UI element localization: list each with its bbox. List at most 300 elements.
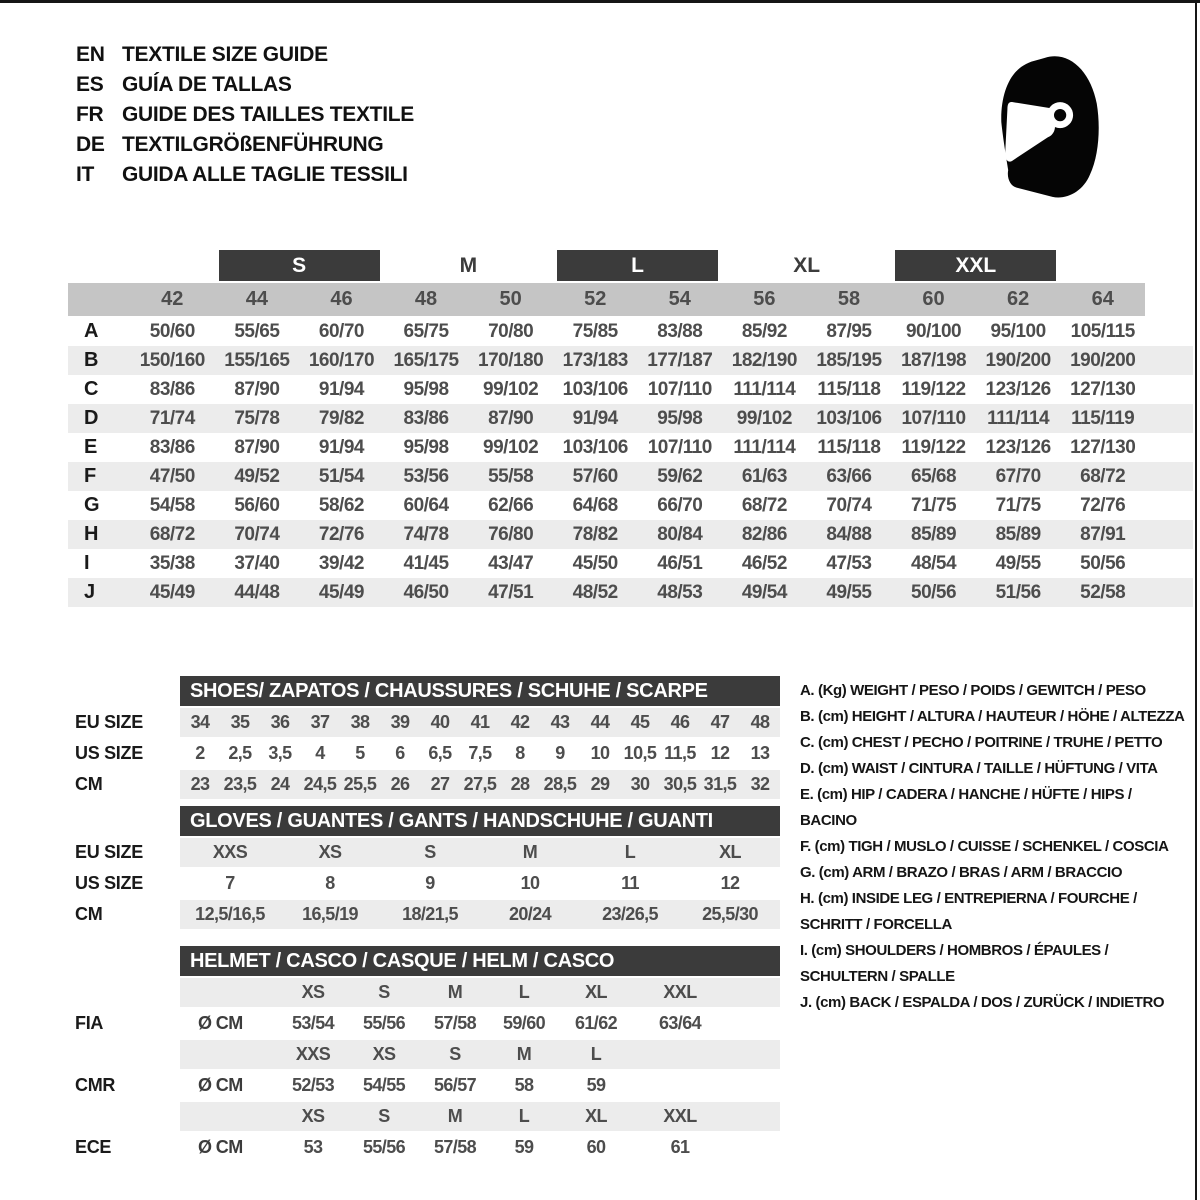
measurement-value: 85/89 <box>995 523 1041 545</box>
diameter-unit-label: Ø CM <box>198 1013 243 1033</box>
helmet-value-row <box>180 1009 780 1038</box>
measurement-row-label: D <box>84 407 99 429</box>
size-value: 9 <box>425 873 435 893</box>
measurement-value: 72/76 <box>318 523 364 545</box>
size-value: 39 <box>390 712 410 732</box>
measurement-value: 91/94 <box>318 436 364 458</box>
size-value: 16,5/19 <box>302 904 358 924</box>
size-value: 10 <box>590 743 610 763</box>
measurement-value: 47/53 <box>826 552 872 574</box>
measurement-value: 75/85 <box>572 320 618 342</box>
helmet-size-label: L <box>518 982 530 1002</box>
helmet-size-value: 53 <box>303 1137 323 1157</box>
measurement-value: 46/50 <box>403 581 449 603</box>
legend-entry: D. (cm) WAIST / CINTURA / TAILLE / HÜFTUNG / VITA <box>800 760 1158 777</box>
size-number-label: 46 <box>330 288 353 310</box>
measurement-value: 65/75 <box>403 320 449 342</box>
measurement-value: 90/100 <box>905 320 962 342</box>
legend-entry: A. (Kg) WEIGHT / PESO / POIDS / GEWITCH / PESO <box>800 682 1146 699</box>
row-scale-label: US SIZE <box>75 873 143 893</box>
size-number-label: 62 <box>1006 288 1030 310</box>
helmet-size-label: S <box>378 982 390 1002</box>
helmet-size-value: 54/55 <box>362 1075 406 1095</box>
legend-entry: G. (cm) ARM / BRAZO / BRAS / ARM / BRACCIO <box>800 864 1123 881</box>
size-group-label: XXL <box>895 250 1056 281</box>
row-values <box>180 708 780 737</box>
row-scale-label: CM <box>75 904 103 924</box>
image-top-border <box>0 0 1200 3</box>
table-row <box>75 900 780 929</box>
table-row <box>75 1102 780 1131</box>
language-code-label: ES <box>76 73 104 96</box>
helmet-size-value: 59 <box>514 1137 534 1157</box>
helmet-size-label: S <box>449 1044 461 1064</box>
helmet-size-value: 55/56 <box>362 1137 406 1157</box>
measurement-value: 160/170 <box>308 349 375 371</box>
measurement-value: 67/70 <box>995 465 1041 487</box>
measurement-value: 47/51 <box>488 581 534 603</box>
guide-title-text: TEXTILGRÖßENFÜHRUNG <box>122 133 384 156</box>
helmet-size-value: 57/58 <box>433 1013 477 1033</box>
measurement-value: 95/98 <box>403 436 449 458</box>
size-group-header-row <box>68 250 1145 281</box>
measurement-value: 65/68 <box>911 465 957 487</box>
measurement-value: 39/42 <box>318 552 364 574</box>
size-value: 27,5 <box>463 774 497 794</box>
measurement-value: 190/200 <box>1070 349 1136 371</box>
measurement-value: 52/58 <box>1080 581 1126 603</box>
measurement-value: 87/91 <box>1080 523 1126 545</box>
row-values <box>180 900 780 929</box>
measurement-row-label: H <box>84 523 99 545</box>
size-value: XL <box>719 842 741 862</box>
size-value: 27 <box>430 774 450 794</box>
size-number-label: 44 <box>245 288 268 310</box>
measurement-value: 99/102 <box>736 407 792 429</box>
row-scale-label <box>75 978 180 1007</box>
measurement-value: 107/110 <box>647 378 712 400</box>
measurement-value: 182/190 <box>731 349 797 371</box>
size-value: 2,5 <box>228 743 252 763</box>
measurement-value: 50/56 <box>1080 552 1126 574</box>
measurement-value: 79/82 <box>318 407 364 429</box>
measurement-value: 170/180 <box>478 349 544 371</box>
size-number-label: 58 <box>837 288 861 310</box>
table-row <box>68 462 1145 491</box>
measurement-value: 111/114 <box>733 436 796 458</box>
measurement-row-label: E <box>84 436 98 458</box>
measurement-value: 48/52 <box>572 581 618 603</box>
table-row <box>75 1040 780 1069</box>
helmet-size-label: M <box>516 1044 532 1064</box>
measurement-value: 75/78 <box>234 407 280 429</box>
row-scale-label: EU SIZE <box>75 712 143 732</box>
diameter-unit-label: Ø CM <box>198 1075 243 1095</box>
guide-title-text: GUIDA ALLE TAGLIE TESSILI <box>122 163 408 186</box>
measurement-value: 46/52 <box>741 552 787 574</box>
measurement-value: 44/48 <box>234 581 280 603</box>
measurement-value: 105/115 <box>1070 320 1135 342</box>
measurement-value: 61/63 <box>741 465 787 487</box>
measurement-value: 68/72 <box>1080 465 1126 487</box>
measurement-value: 49/55 <box>826 581 872 603</box>
measurement-value: 51/56 <box>995 581 1041 603</box>
table-row <box>75 770 780 799</box>
helmet-size-label: M <box>447 1106 463 1126</box>
measurement-value: 187/198 <box>900 349 967 371</box>
size-group-label: M <box>459 253 478 277</box>
table-row <box>75 1133 780 1162</box>
size-value: 37 <box>310 712 330 732</box>
measurement-value: 70/80 <box>488 320 534 342</box>
legend-entry: J. (cm) BACK / ESPALDA / DOS / ZURÜCK / INDIETRO <box>800 994 1165 1011</box>
measurement-value: 60/64 <box>403 494 449 516</box>
measurement-value: 83/86 <box>149 378 195 400</box>
measurement-value: 68/72 <box>741 494 787 516</box>
measurement-value: 45/49 <box>318 581 364 603</box>
measurement-value: 127/130 <box>1070 436 1136 458</box>
measurement-value: 78/82 <box>572 523 618 545</box>
measurement-value: 123/126 <box>985 436 1051 458</box>
standard-label: ECE <box>75 1137 112 1157</box>
measurement-value: 53/56 <box>403 465 449 487</box>
measurement-row-label: B <box>84 349 99 371</box>
language-code-label: IT <box>76 163 95 186</box>
measurement-value: 80/84 <box>657 523 703 545</box>
size-value: 25,5/30 <box>702 904 758 924</box>
table-row <box>75 1009 780 1038</box>
table-row <box>75 739 780 768</box>
language-code-label: FR <box>76 103 104 126</box>
helmet-size-value: 61/62 <box>574 1013 618 1033</box>
size-value: 18/21,5 <box>402 904 458 924</box>
measurement-value: 95/100 <box>990 320 1046 342</box>
legend-entry: H. (cm) INSIDE LEG / ENTREPIERNA / FOURCHE / SCHRITT / FORCELLA <box>800 890 1137 933</box>
table-row <box>68 317 1145 346</box>
measurement-value: 85/89 <box>911 523 957 545</box>
measurement-value: 51/54 <box>318 465 364 487</box>
row-scale-label: US SIZE <box>75 743 143 763</box>
measurement-row-label: F <box>84 465 97 487</box>
table-row <box>68 433 1145 462</box>
size-number-label: 60 <box>922 288 945 310</box>
guide-title-text: TEXTILE SIZE GUIDE <box>122 43 328 66</box>
helmet-value-row <box>180 1133 780 1162</box>
row-scale-label <box>75 1102 180 1131</box>
language-title-row <box>76 130 414 160</box>
helmet-size-label: XXL <box>663 1106 697 1126</box>
size-value: 23/26,5 <box>602 904 658 924</box>
image-right-border <box>1195 0 1197 1200</box>
row-values <box>180 869 780 898</box>
measurement-value: 43/47 <box>488 552 534 574</box>
size-value: 6,5 <box>428 743 452 763</box>
measurement-value: 185/195 <box>816 349 882 371</box>
size-value: L <box>624 842 636 862</box>
size-value: 13 <box>750 743 770 763</box>
helmet-size-label: S <box>378 1106 390 1126</box>
size-value: 9 <box>555 743 565 763</box>
measurement-value: 99/102 <box>483 378 539 400</box>
helmet-size-value: 57/58 <box>433 1137 477 1157</box>
size-value: 24 <box>270 774 290 794</box>
measurement-value: 58/62 <box>318 494 364 516</box>
size-number-label: 48 <box>414 288 438 310</box>
size-value: 8 <box>325 873 335 893</box>
helmet-size-label: XS <box>301 982 325 1002</box>
row-scale-label: CM <box>75 774 103 794</box>
size-number-label: 50 <box>499 288 522 310</box>
size-value: XS <box>318 842 342 862</box>
measurement-value: 55/58 <box>488 465 534 487</box>
measurement-value: 87/90 <box>234 378 280 400</box>
measurement-value: 35/38 <box>149 552 195 574</box>
language-code-label: EN <box>76 43 105 66</box>
measurement-value: 111/114 <box>733 378 796 400</box>
table-row <box>68 578 1145 607</box>
size-value: 35 <box>230 712 250 732</box>
diameter-unit-label: Ø CM <box>198 1137 243 1157</box>
size-group-label: L <box>557 250 718 281</box>
language-title-row <box>76 160 414 190</box>
size-number-label: 52 <box>584 288 607 310</box>
measurement-value: 107/110 <box>647 436 712 458</box>
measurement-value: 70/74 <box>234 523 280 545</box>
measurement-value: 55/65 <box>234 320 280 342</box>
measurement-value: 123/126 <box>985 378 1051 400</box>
helmet-size-value: 56/57 <box>433 1075 477 1095</box>
helmet-size-label: XS <box>372 1044 396 1064</box>
helmet-icon <box>985 38 1123 211</box>
measurement-value: 177/187 <box>647 349 713 371</box>
size-value: 12 <box>720 873 740 893</box>
standard-label: CMR <box>75 1075 116 1095</box>
legend-entry: B. (cm) HEIGHT / ALTURA / HAUTEUR / HÖHE / ALTEZZA <box>800 708 1185 725</box>
measurement-value: 85/92 <box>741 320 787 342</box>
size-value: 12,5/16,5 <box>195 904 265 924</box>
helmet-size-value: 63/64 <box>658 1013 702 1033</box>
measurement-value: 103/106 <box>562 436 628 458</box>
measurement-value: 45/50 <box>572 552 618 574</box>
size-value: 10,5 <box>623 743 657 763</box>
helmet-size-value: 59 <box>586 1075 606 1095</box>
table-row <box>68 404 1145 433</box>
measurement-value: 64/68 <box>572 494 618 516</box>
measurement-value: 107/110 <box>901 407 966 429</box>
measurement-value: 76/80 <box>488 523 534 545</box>
legend-entry: F. (cm) TIGH / MUSLO / CUISSE / SCHENKEL / COSCIA <box>800 838 1169 855</box>
measurement-value: 66/70 <box>657 494 703 516</box>
measurement-value: 50/60 <box>149 320 195 342</box>
size-number-label: 54 <box>668 288 691 310</box>
measurement-value: 103/106 <box>562 378 628 400</box>
header-spacer-cell <box>68 283 130 316</box>
title-language-list <box>76 40 414 190</box>
measurement-value: 46/51 <box>657 552 703 574</box>
size-number-label: 56 <box>753 288 776 310</box>
size-value: 12 <box>710 743 730 763</box>
table-row <box>75 838 780 867</box>
measurement-value: 99/102 <box>483 436 539 458</box>
row-values <box>180 739 780 768</box>
measurement-value: 95/98 <box>657 407 703 429</box>
helmet-size-value: 59/60 <box>502 1013 546 1033</box>
textile-size-table <box>68 250 1145 607</box>
row-values <box>180 770 780 799</box>
measurement-value: 82/86 <box>741 523 787 545</box>
size-value: 38 <box>350 712 370 732</box>
helmet-size-table <box>75 946 780 1162</box>
measurement-row-label: J <box>84 581 96 603</box>
measurement-value: 50/56 <box>911 581 957 603</box>
legend-entry: E. (cm) HIP / CADERA / HANCHE / HÜFTE / HIPS / BACINO <box>800 786 1132 829</box>
measurement-value: 119/122 <box>901 378 966 400</box>
size-value: 47 <box>710 712 730 732</box>
helmet-size-label: XXS <box>295 1044 331 1064</box>
shoes-size-table <box>75 676 780 799</box>
size-value: 11 <box>621 873 639 893</box>
helmet-size-value: 60 <box>586 1137 606 1157</box>
helmet-size-value: 55/56 <box>362 1013 406 1033</box>
table-row <box>75 1071 780 1100</box>
measurement-value: 150/160 <box>139 349 205 371</box>
size-value: 6 <box>395 743 405 763</box>
measurement-value: 91/94 <box>572 407 618 429</box>
size-value: 3,5 <box>268 743 292 763</box>
measurement-row-label: G <box>84 494 100 516</box>
table-row <box>75 978 780 1007</box>
measurement-value: 155/165 <box>224 349 290 371</box>
measurement-row-label: C <box>84 378 99 400</box>
measurement-value: 49/52 <box>234 465 280 487</box>
measurement-value: 84/88 <box>826 523 872 545</box>
measurement-value: 48/53 <box>657 581 703 603</box>
size-value: 40 <box>430 712 450 732</box>
size-value: 26 <box>390 774 410 794</box>
measurement-value: 49/55 <box>995 552 1041 574</box>
helmet-size-label: L <box>590 1044 602 1064</box>
measurement-value: 49/54 <box>741 581 787 603</box>
size-number-label: 42 <box>161 288 184 310</box>
size-value: 34 <box>190 712 210 732</box>
measurement-value: 83/86 <box>403 407 449 429</box>
measurement-value: 37/40 <box>234 552 280 574</box>
measurement-value: 83/88 <box>657 320 703 342</box>
guide-title-text: GUÍA DE TALLAS <box>122 73 292 96</box>
table-row <box>75 869 780 898</box>
measurement-value: 83/86 <box>149 436 195 458</box>
helmet-size-value: 61 <box>670 1137 690 1157</box>
gloves-section-title: GLOVES / GUANTES / GANTS / HANDSCHUHE / GUANTI <box>180 806 780 836</box>
size-value: 24,5 <box>303 774 337 794</box>
helmet-size-label: L <box>518 1106 530 1126</box>
size-value: XXS <box>212 842 248 862</box>
helmet-size-value: 52/53 <box>291 1075 335 1095</box>
standard-label: FIA <box>75 1013 104 1033</box>
size-value: 32 <box>750 774 770 794</box>
size-value: 20/24 <box>508 904 552 924</box>
size-value: 7,5 <box>468 743 492 763</box>
size-value: 31,5 <box>703 774 737 794</box>
size-value: 10 <box>520 873 540 893</box>
measurement-value: 91/94 <box>318 378 364 400</box>
measurement-value: 71/75 <box>995 494 1041 516</box>
size-value: 25,5 <box>343 774 377 794</box>
measurement-value: 71/75 <box>911 494 957 516</box>
measurement-value: 74/78 <box>403 523 449 545</box>
size-value: 28 <box>510 774 530 794</box>
measurement-value: 47/50 <box>149 465 195 487</box>
size-value: 30,5 <box>663 774 697 794</box>
helmet-size-label: XL <box>585 1106 607 1126</box>
measurement-row-label: A <box>84 320 99 342</box>
helmet-size-header-row <box>180 1102 780 1131</box>
size-group-label: XL <box>793 253 821 277</box>
table-row <box>68 375 1145 404</box>
size-value: 23 <box>190 774 210 794</box>
measurement-value: 59/62 <box>657 465 703 487</box>
size-value: 11,5 <box>664 743 696 763</box>
shoes-section-title: SHOES/ ZAPATOS / CHAUSSURES / SCHUHE / SCARPE <box>180 676 780 706</box>
measurement-value: 71/74 <box>149 407 195 429</box>
measurement-value: 41/45 <box>403 552 449 574</box>
measurement-value: 111/114 <box>987 407 1050 429</box>
size-value: 8 <box>515 743 525 763</box>
measurement-value: 87/90 <box>488 407 534 429</box>
measurement-row-label: I <box>84 552 90 574</box>
helmet-size-header-row <box>180 978 780 1007</box>
row-scale-label: EU SIZE <box>75 842 143 862</box>
measurement-value: 119/122 <box>901 436 966 458</box>
measurement-value: 57/60 <box>572 465 618 487</box>
helmet-size-value: 58 <box>514 1075 534 1095</box>
size-value: 29 <box>590 774 610 794</box>
size-value: 42 <box>510 712 530 732</box>
size-value: 41 <box>470 712 490 732</box>
size-value: 28,5 <box>543 774 577 794</box>
size-value: 45 <box>630 712 650 732</box>
legend-entry: C. (cm) CHEST / PECHO / POITRINE / TRUHE / PETTO <box>800 734 1163 751</box>
helmet-size-label: XS <box>301 1106 325 1126</box>
measurement-legend <box>800 678 1192 1016</box>
measurement-value: 115/118 <box>817 378 881 400</box>
legend-entry: I. (cm) SHOULDERS / HOMBROS / ÉPAULES / SCHULTERN / SPALLE <box>800 942 1109 985</box>
helmet-size-label: M <box>447 982 463 1002</box>
measurement-value: 68/72 <box>149 523 195 545</box>
language-code-label: DE <box>76 133 105 156</box>
size-value: 7 <box>225 873 235 893</box>
size-value: 5 <box>355 743 365 763</box>
measurement-value: 45/49 <box>149 581 195 603</box>
size-value: 46 <box>670 712 690 732</box>
table-row <box>68 346 1145 375</box>
measurement-value: 54/58 <box>149 494 195 516</box>
size-value: 30 <box>630 774 650 794</box>
guide-title-text: GUIDE DES TAILLES TEXTILE <box>122 103 414 126</box>
measurement-value: 165/175 <box>393 349 459 371</box>
size-number-header-row <box>68 283 1145 316</box>
measurement-value: 173/183 <box>562 349 628 371</box>
size-value: M <box>522 842 538 862</box>
size-group-label: S <box>219 250 380 281</box>
size-value: 4 <box>315 743 325 763</box>
measurement-value: 87/90 <box>234 436 280 458</box>
measurement-value: 115/119 <box>1071 407 1135 429</box>
table-row <box>68 549 1145 578</box>
measurement-value: 48/54 <box>911 552 957 574</box>
size-number-label: 64 <box>1091 288 1114 310</box>
language-title-row <box>76 70 414 100</box>
